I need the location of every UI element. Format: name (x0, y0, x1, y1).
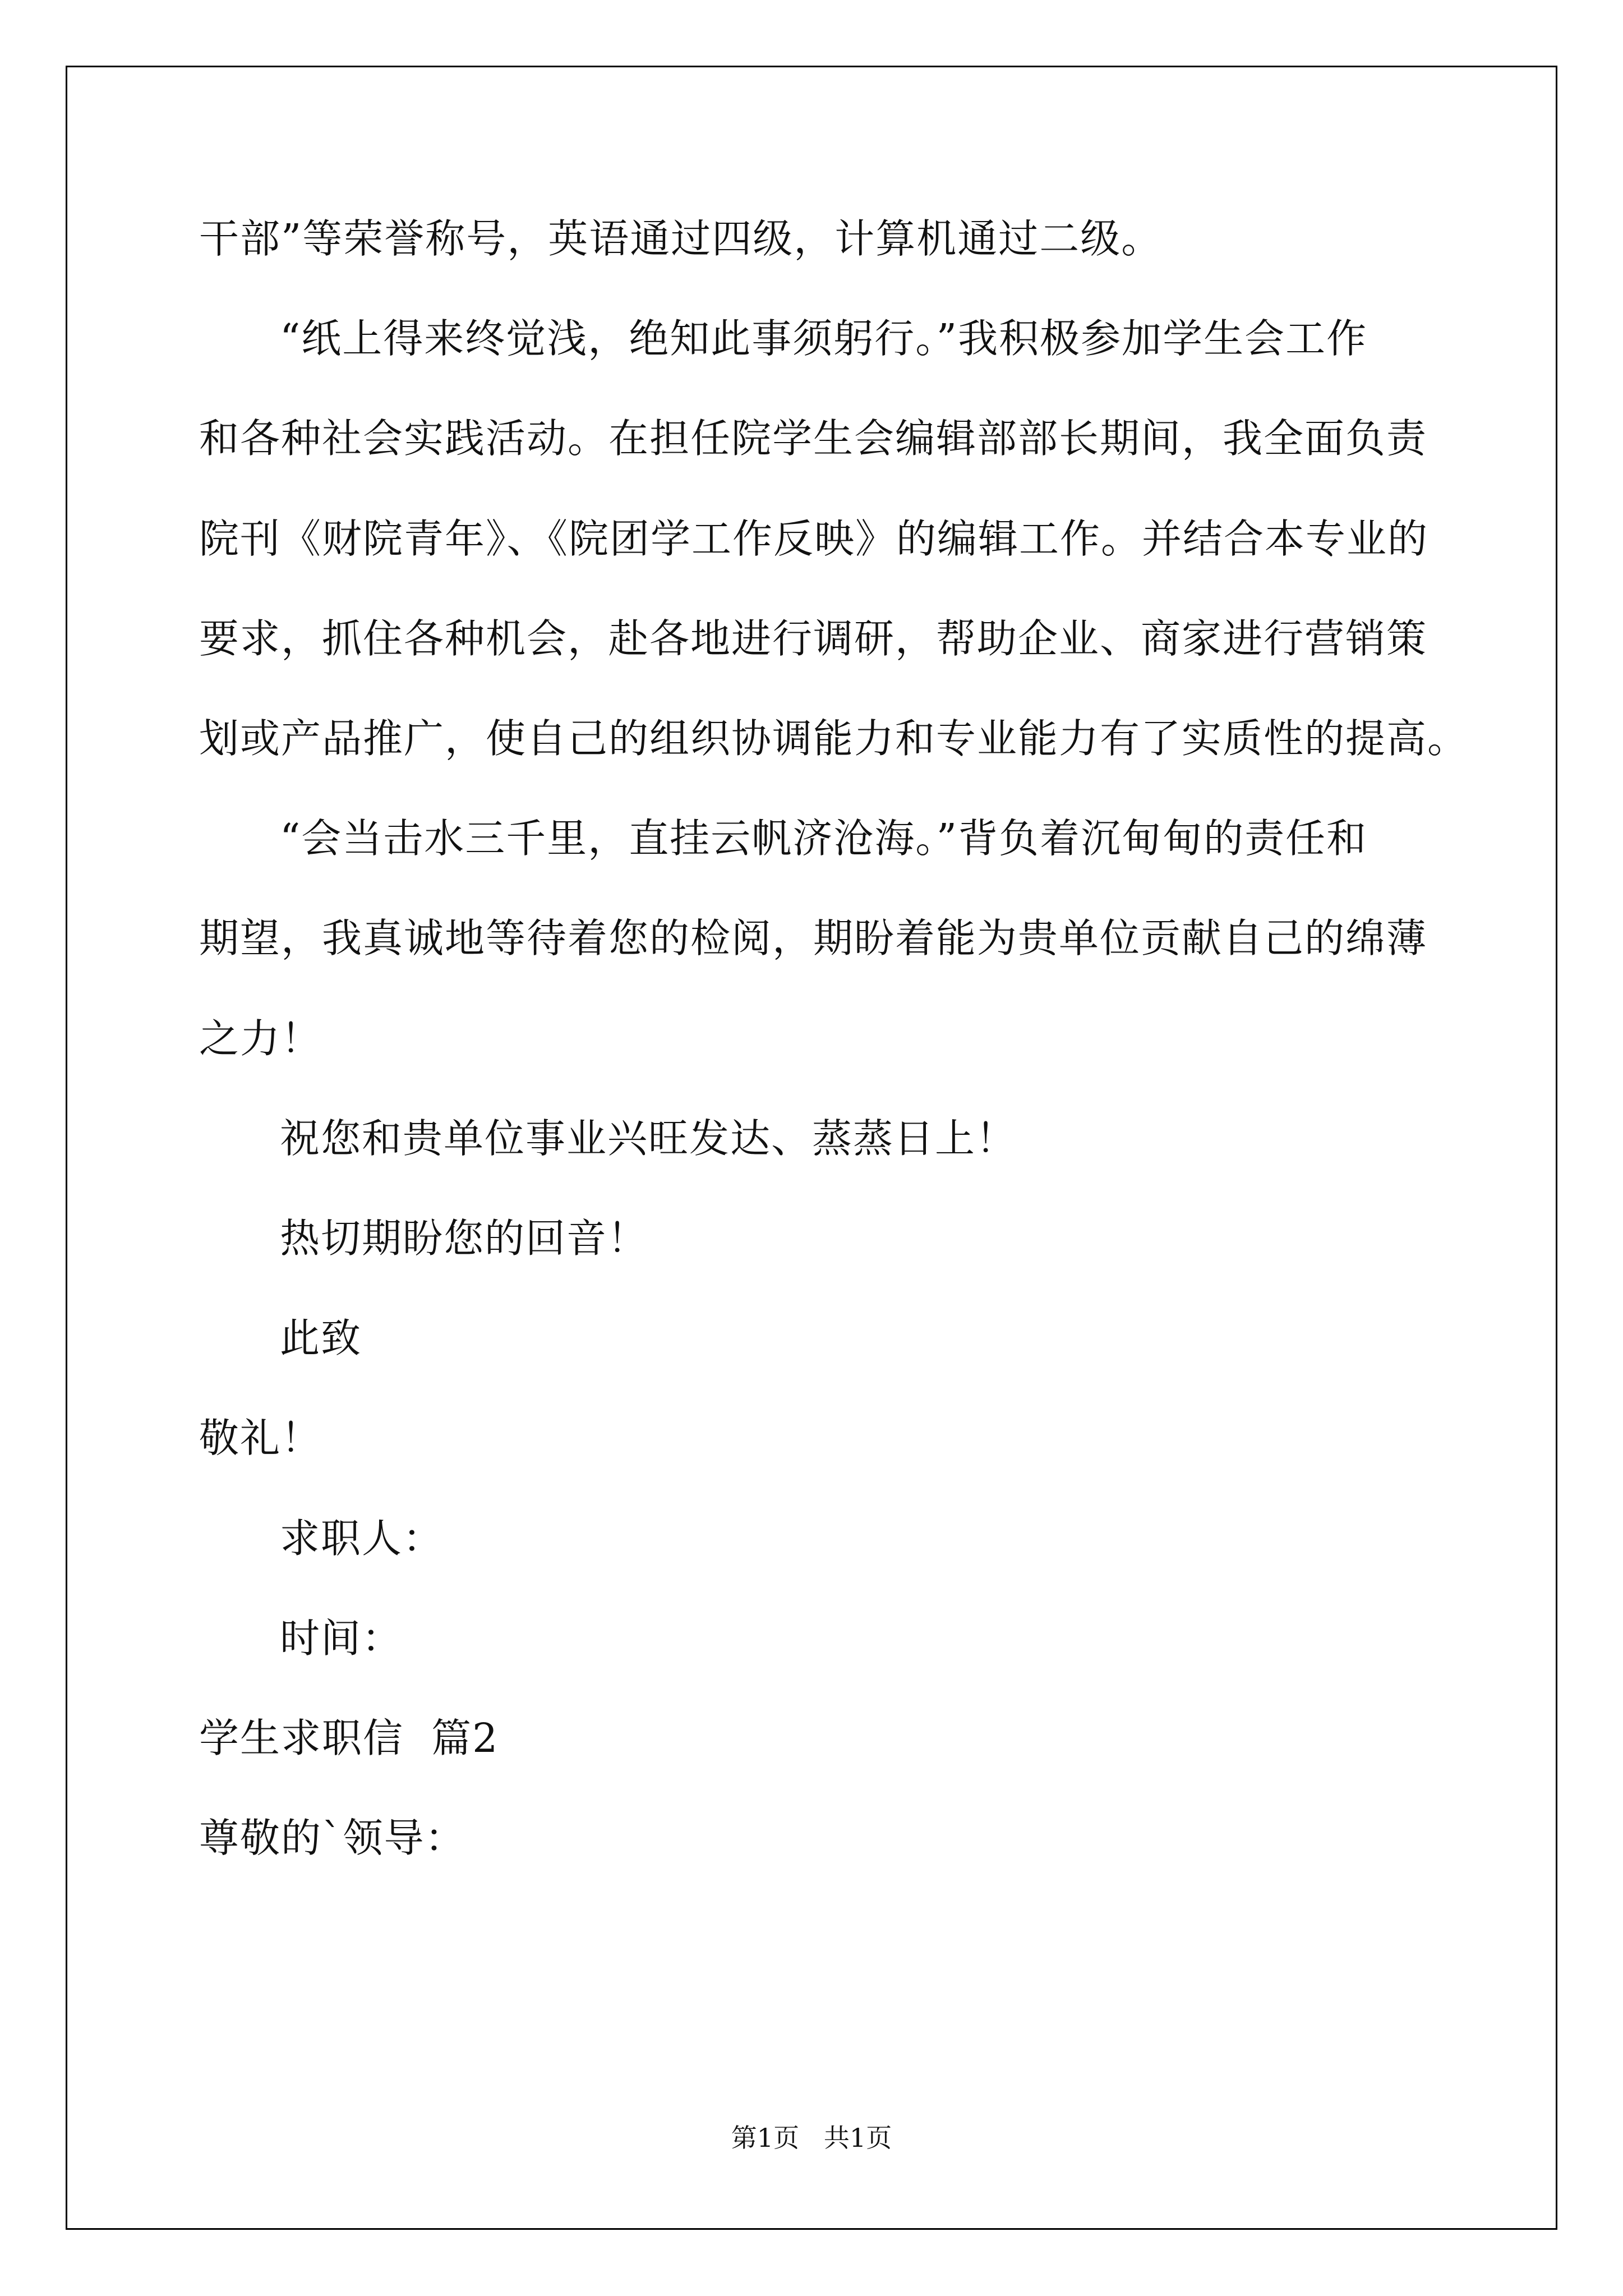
date-label: 时间： (280, 1615, 403, 1662)
body-line: 热切期盼您的回音！ (280, 1215, 649, 1262)
body-line: 之力！ (199, 1015, 322, 1062)
body-line: 干部”等荣誉称号，英语通过四级，计算机通过二级。 (199, 215, 1163, 262)
body-line: 院刊《财院青年》、《院团学工作反映》的编辑工作。并结合本专业的 (199, 516, 1429, 562)
body-line: “会当击水三千里，直挂云帆济沧海。”背负着沉甸甸的责任和 (280, 815, 1368, 862)
closing-regards: 敬礼！ (199, 1415, 322, 1461)
body-line: “纸上得来终觉浅，绝知此事须躬行。”我积极参加学生会工作 (280, 315, 1368, 362)
closing-salutation: 此致 (280, 1315, 362, 1361)
body-line: 要求，抓住各种机会，赴各地进行调研，帮助企业、商家进行营销策 (199, 615, 1428, 662)
section-heading: 学生求职信 篇2 (199, 1715, 499, 1761)
page-footer: 第1页 共1页 (731, 2123, 892, 2153)
greeting-line: 尊敬的`领导： (199, 1815, 466, 1861)
body-line: 期望，我真诚地等待着您的检阅，期盼着能为贵单位贡献自己的绵薄 (199, 915, 1428, 961)
body-line: 和各种社会实践活动。在担任院学生会编辑部部长期间，我全面负责 (199, 415, 1428, 462)
applicant-label: 求职人： (280, 1515, 444, 1562)
body-line: 祝您和贵单位事业兴旺发达、蒸蒸日上！ (280, 1115, 1017, 1162)
body-line: 划或产品推广，使自己的组织协调能力和专业能力有了实质性的提高。 (199, 715, 1469, 762)
